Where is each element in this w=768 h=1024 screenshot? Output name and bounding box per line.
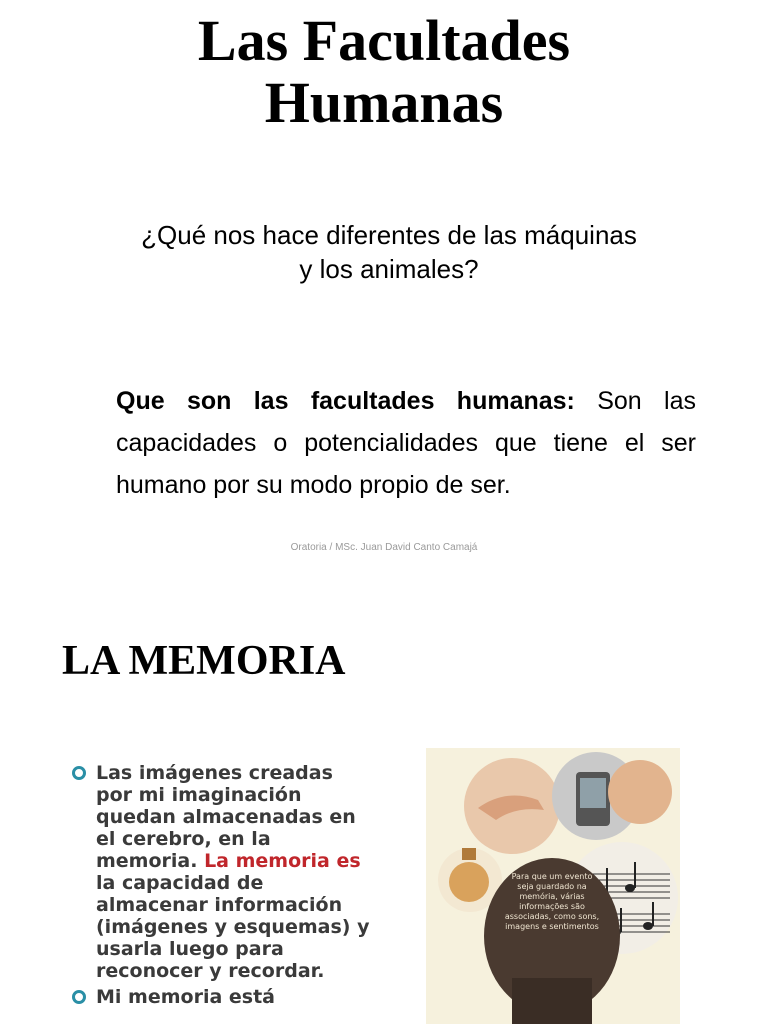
slide-title-line1: Las Facultades [197,8,571,73]
bullet-circle-icon [72,990,86,1004]
section-title: LA MEMORIA [62,638,346,684]
definition-body: Son las capacidades o potencialidades que tiene el ser humano por su modo propio de ser. [116,387,696,499]
bullet-text-part2: la capacidad de almacenar información (imágenes y esquemas) y usarla luego para reconocer y recordar. [96,872,370,982]
perfume-bottle [449,862,489,902]
slide-footer: Oratoria / MSc. Juan David Canto Camajá [290,542,478,553]
slide-title-line2: Humanas [264,70,504,135]
illustration-caption: Para que um evento seja guardado na memória, várias informações são associadas, como sons, imagens e sentimentos [504,872,600,931]
slide-title [0,10,768,134]
bullet-item [70,986,370,1008]
subtitle-line2: y los animales? [299,254,479,284]
definition-paragraph [116,380,696,506]
subtitle-line1: ¿Qué nos hace diferentes de las máquinas [141,220,637,250]
memory-illustration [426,748,680,1024]
slide-subtitle [100,218,678,286]
bullet-text: Mi memoria está [96,986,275,1008]
bullet-list [70,762,370,1012]
face-bubble [608,760,672,824]
bullet-item [70,762,370,982]
bullet-highlight: La memoria es [204,850,361,872]
definition-lead: Que son las facultades humanas: [116,387,575,415]
slide-2 [0,590,768,1024]
bullet-circle-icon [72,766,86,780]
bullet-text-part1: Las imágenes creadas por mi imaginación quedan almacenadas en el cerebro, en la memoria. [96,762,356,872]
